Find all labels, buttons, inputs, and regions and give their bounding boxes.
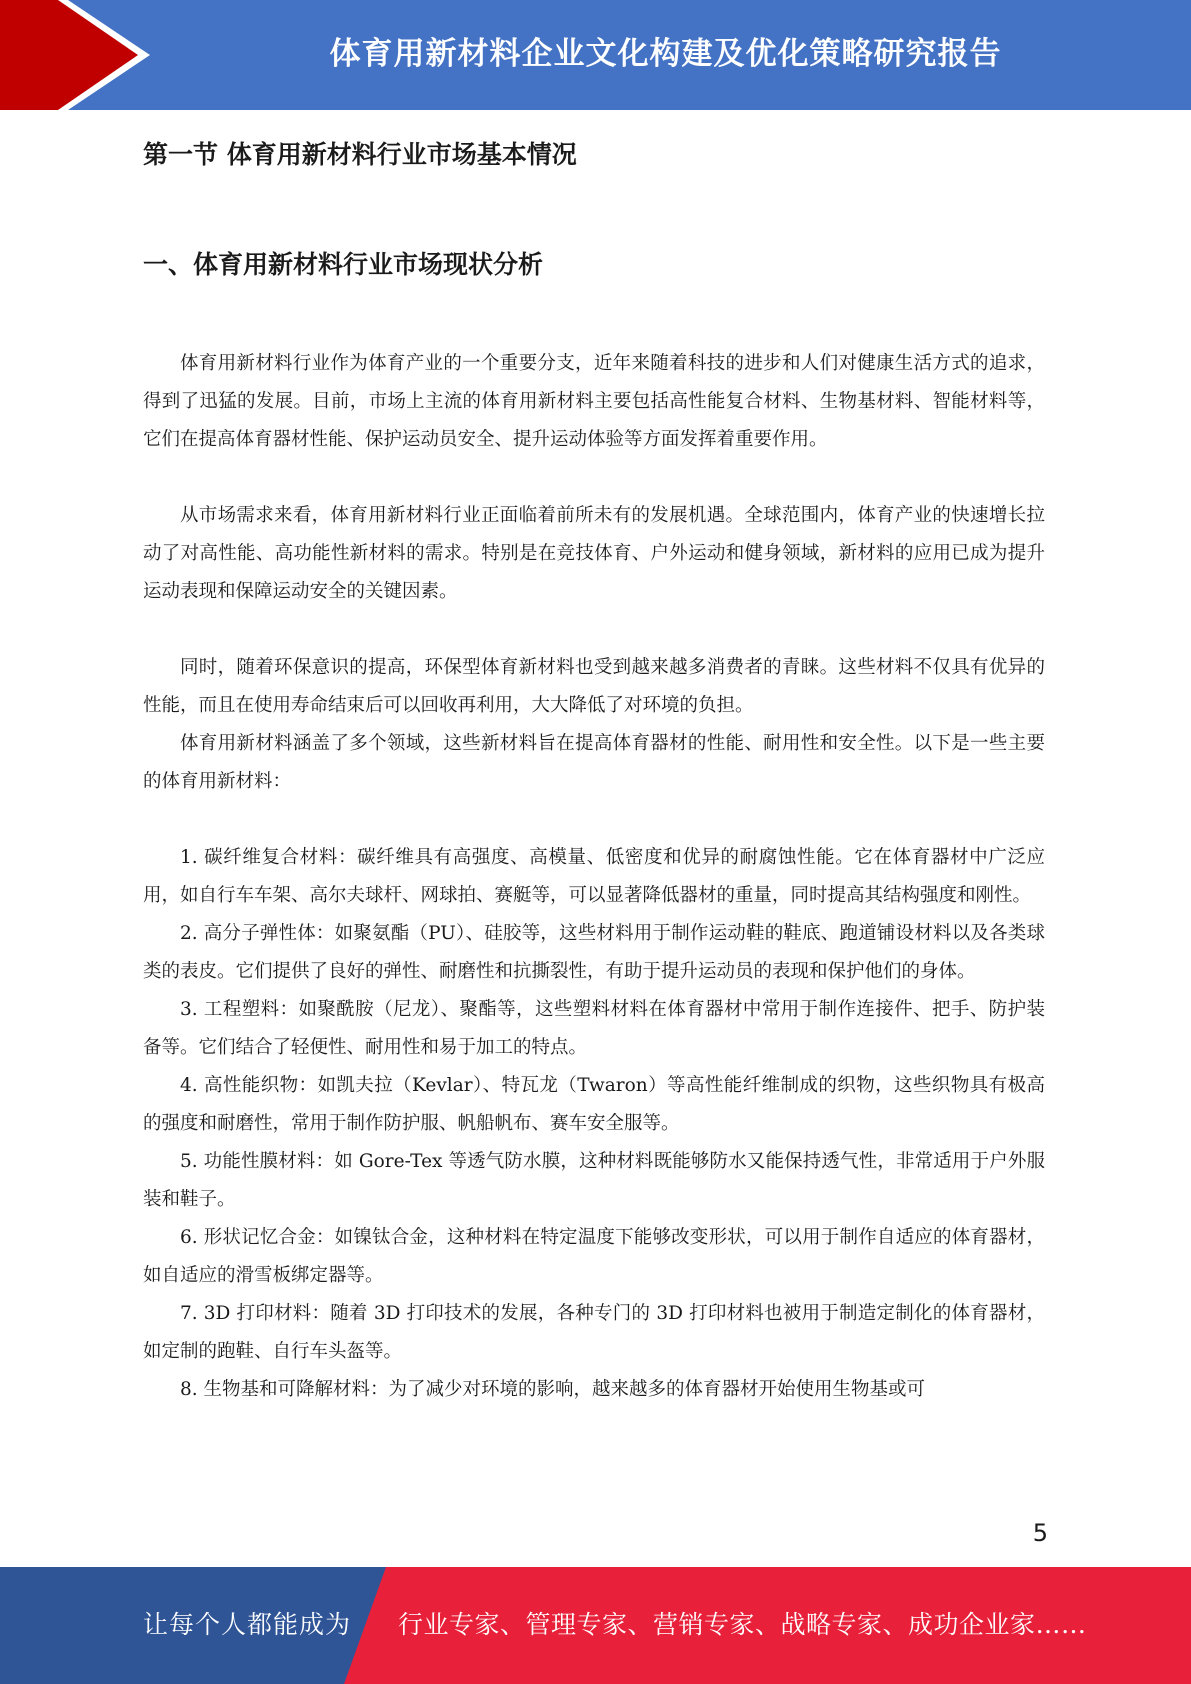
list-item: 1. 碳纤维复合材料：碳纤维具有高强度、高模量、低密度和优异的耐腐蚀性能。它在体育器材中广泛应用，如自行车车架、高尔夫球杆、网球拍、赛艇等，可以显著降低器材的重量，同时提高其结构强度和刚性。 <box>143 847 1045 906</box>
list-item: 7. 3D 打印材料：随着 3D 打印技术的发展，各种专门的 3D 打印材料也被用于制造定制化的体育器材，如定制的跑鞋、自行车头盔等。 <box>143 1303 1045 1362</box>
page-number: 5 <box>1032 1519 1048 1547</box>
page-footer <box>0 1567 1191 1684</box>
list-item: 3. 工程塑料：如聚酰胺（尼龙）、聚酯等，这些塑料材料在体育器材中常用于制作连接件、把手、防护装备等。它们结合了轻便性、耐用性和易于加工的特点。 <box>143 999 1045 1058</box>
subsection-title: 一、体育用新材料行业市场现状分析 <box>143 250 544 279</box>
list-item: 2. 高分子弹性体：如聚氨酯（PU）、硅胶等，这些材料用于制作运动鞋的鞋底、跑道铺设材料以及各类球类的表皮。它们提供了良好的弹性、耐磨性和抗撕裂性，有助于提升运动员的表现和保护他们的身体。 <box>143 923 1045 982</box>
paragraph: 从市场需求来看，体育用新材料行业正面临着前所未有的发展机遇。全球范围内，体育产业的快速增长拉动了对高性能、高功能性新材料的需求。特别是在竞技体育、户外运动和健身领域，新材料的应用已成为提升运动表现和保障运动安全的关键因素。 <box>143 505 1045 602</box>
list-item: 5. 功能性膜材料：如 Gore-Tex 等透气防水膜，这种材料既能够防水又能保持透气性，非常适用于户外服装和鞋子。 <box>143 1151 1045 1210</box>
section-title: 第一节 体育用新材料行业市场基本情况 <box>143 140 577 169</box>
footer-slogan-left: 让每个人都能成为 <box>143 1610 352 1639</box>
paragraph: 体育用新材料涵盖了多个领域，这些新材料旨在提高体育器材的性能、耐用性和安全性。以下是一些主要的体育用新材料： <box>143 733 1045 792</box>
document-title: 体育用新材料企业文化构建及优化策略研究报告 <box>329 36 1002 72</box>
page-body <box>143 125 1045 1409</box>
list-item: 6. 形状记忆合金：如镍钛合金，这种材料在特定温度下能够改变形状，可以用于制作自适应的体育器材，如自适应的滑雪板绑定器等。 <box>143 1227 1045 1286</box>
paragraph: 同时，随着环保意识的提高，环保型体育新材料也受到越来越多消费者的青睐。这些材料不仅具有优异的性能，而且在使用寿命结束后可以回收再利用，大大降低了对环境的负担。 <box>143 657 1045 716</box>
header-arrow-icon <box>0 0 160 110</box>
footer-slogan-right: 行业专家、管理专家、营销专家、战略专家、成功企业家…… <box>398 1610 1087 1639</box>
list-item: 4. 高性能织物：如凯夫拉（Kevlar）、特瓦龙（Twaron）等高性能纤维制成的织物，这些织物具有极高的强度和耐磨性，常用于制作防护服、帆船帆布、赛车安全服等。 <box>143 1075 1045 1134</box>
list-item: 8. 生物基和可降解材料：为了减少对环境的影响，越来越多的体育器材开始使用生物基或可 <box>180 1379 926 1400</box>
page-header <box>0 0 1191 110</box>
paragraph: 体育用新材料行业作为体育产业的一个重要分支，近年来随着科技的进步和人们对健康生活方式的追求，得到了迅猛的发展。目前，市场上主流的体育用新材料主要包括高性能复合材料、生物基材料、智能材料等，它们在提高体育器材性能、保护运动员安全、提升运动体验等方面发挥着重要作用。 <box>143 353 1045 450</box>
